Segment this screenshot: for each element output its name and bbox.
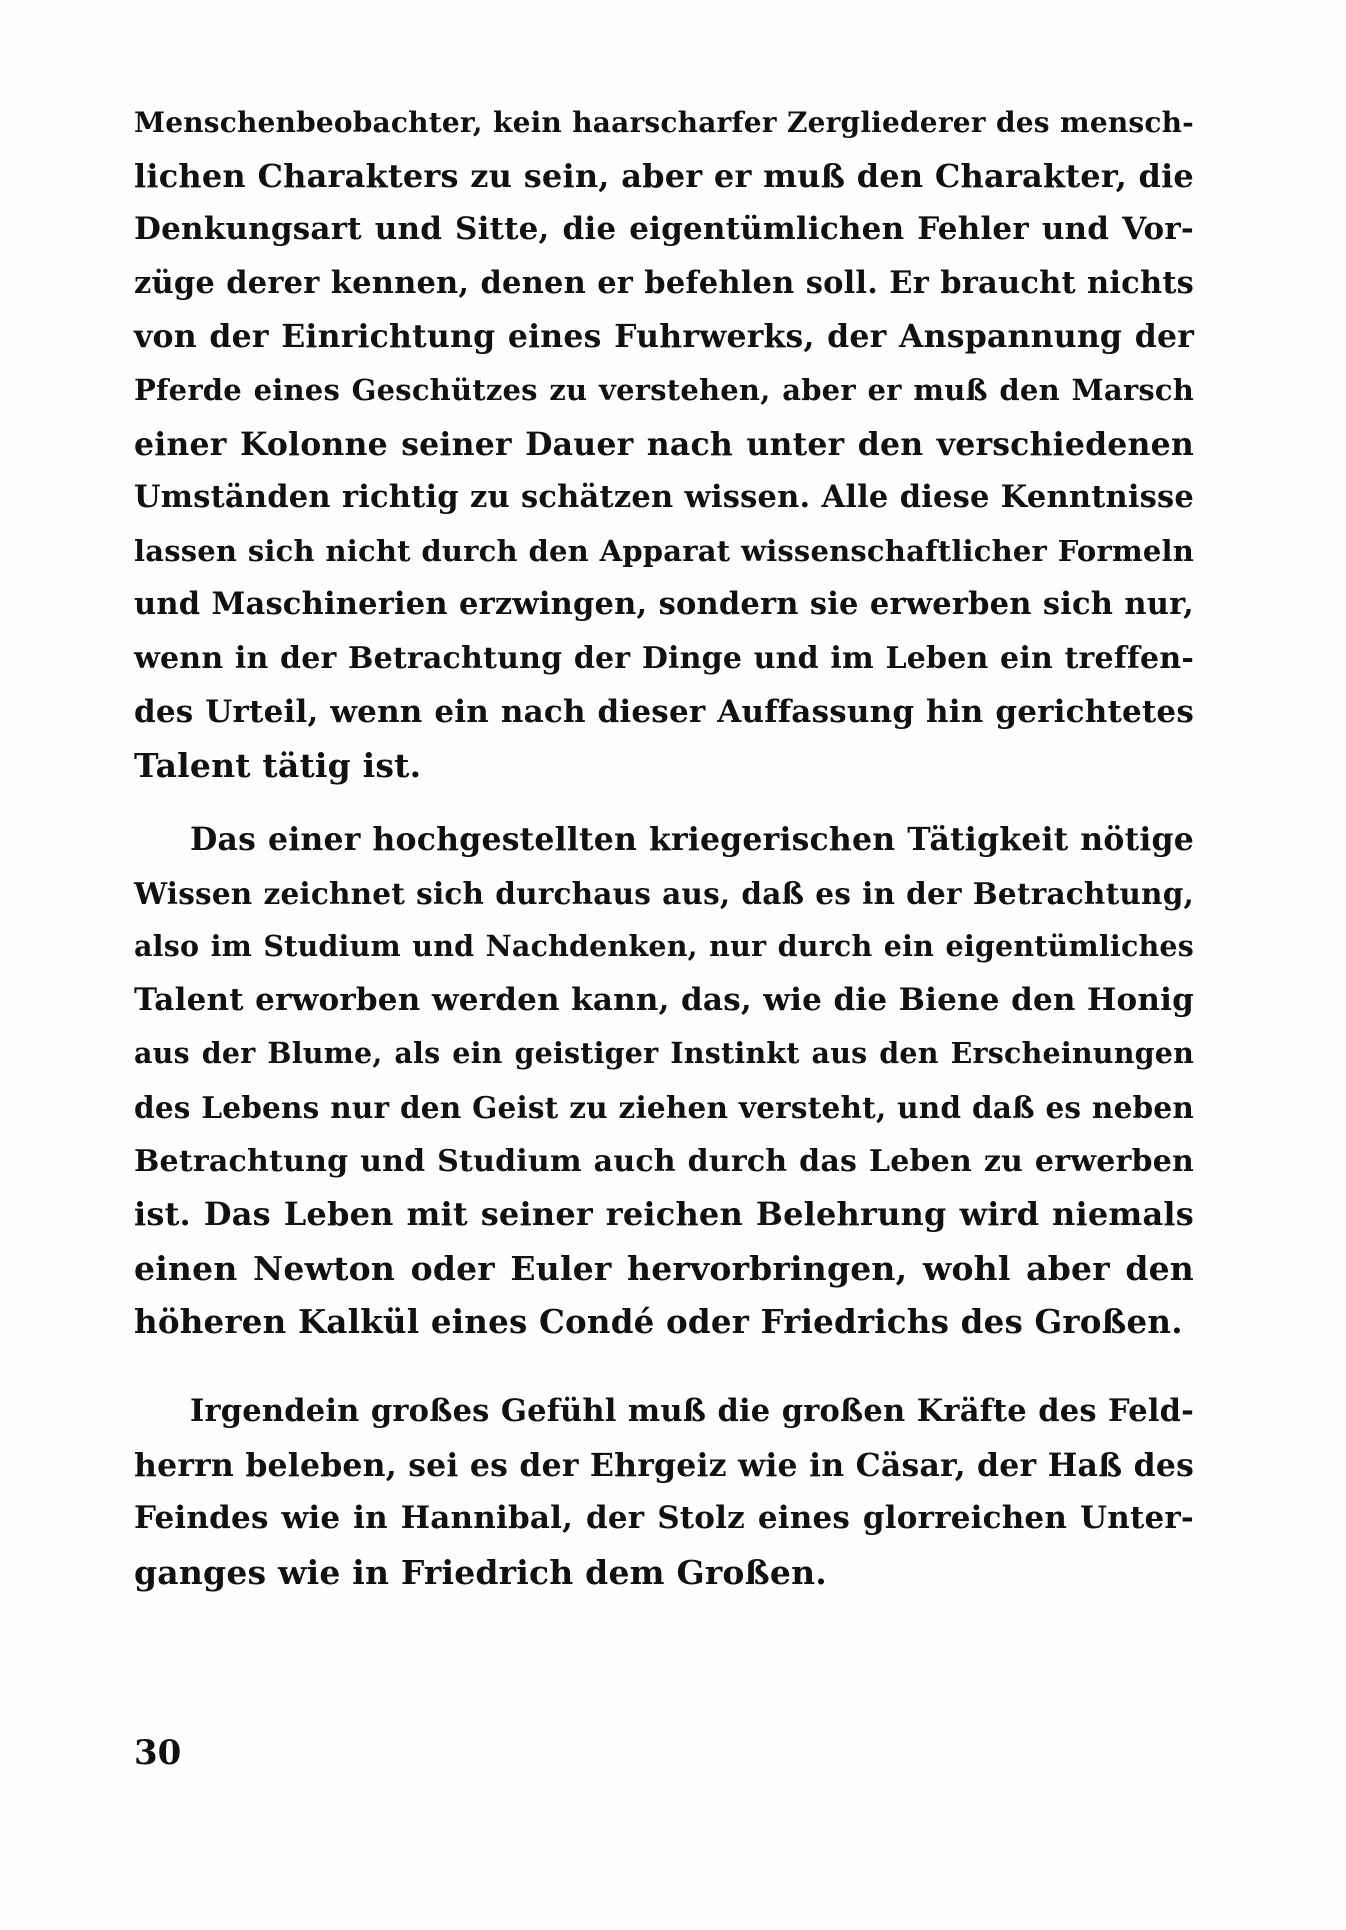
text-line: Menschenbeobachter, kein haarscharfer Zergliederer des mensch- bbox=[134, 106, 1194, 139]
text-line-last: höheren Kalkül eines Condé oder Friedrichs des Großen. bbox=[134, 1302, 1183, 1342]
text-line-last: ganges wie in Friedrich dem Großen. bbox=[134, 1552, 827, 1592]
paragraph-1 bbox=[134, 96, 1194, 793]
text-line: des Urteil, wenn ein nach dieser Auffassung hin gerichtetes bbox=[134, 693, 1194, 730]
text-line: Betrachtung und Studium auch durch das Leben zu erwerben bbox=[134, 1143, 1194, 1179]
paragraph-2 bbox=[134, 813, 1194, 1349]
text-line: Denkungsart und Sitte, die eigentümlichen Fehler und Vor- bbox=[134, 211, 1194, 248]
text-line: lassen sich nicht durch den Apparat wissenschaftlicher Formeln bbox=[134, 533, 1194, 568]
text-line: Feindes wie in Hannibal, der Stolz eines glorreichen Unter- bbox=[134, 1500, 1194, 1537]
text-line: einen Newton oder Euler hervorbringen, wohl aber den bbox=[134, 1248, 1194, 1288]
text-line: und Maschinerien erzwingen, sondern sie erwerben sich nur, bbox=[134, 586, 1194, 623]
page-number: 30 bbox=[134, 1733, 182, 1773]
text-line-last: Talent tätig ist. bbox=[134, 746, 422, 786]
text-line: von der Einrichtung eines Fuhrwerks, der Anspannung der bbox=[134, 318, 1194, 356]
text-line: züge derer kennen, denen er befehlen soll. Er braucht nichts bbox=[134, 264, 1194, 301]
text-line: einer Kolonne seiner Dauer nach unter den verschiedenen bbox=[134, 425, 1194, 463]
text-line: Wissen zeichnet sich durchaus aus, daß es in der Betrachtung, bbox=[134, 875, 1194, 911]
text-line: Umständen richtig zu schätzen wissen. Alle diese Kenntnisse bbox=[134, 479, 1194, 516]
text-line: wenn in der Betrachtung der Dinge und im Leben ein treffen- bbox=[134, 640, 1194, 676]
text-line: herrn beleben, sei es der Ehrgeiz wie in Cäsar, der Haß des bbox=[134, 1446, 1194, 1484]
text-line: Pferde eines Geschützes zu verstehen, aber er muß den Marsch bbox=[134, 372, 1194, 407]
text-line: des Lebens nur den Geist zu ziehen versteht, und daß es neben bbox=[134, 1089, 1194, 1125]
text-line-first: Das einer hochgestellten kriegerischen Tätigkeit nötige bbox=[190, 821, 1194, 858]
text-line: Talent erworben werden kann, das, wie die Biene den Honig bbox=[134, 981, 1194, 1018]
text-line: aus der Blume, als ein geistiger Instinkt aus den Erscheinungen bbox=[134, 1036, 1194, 1071]
text-line: lichen Charakters zu sein, aber er muß den Charakter, die bbox=[134, 156, 1194, 195]
text-line: ist. Das Leben mit seiner reichen Belehrung wird niemals bbox=[134, 1195, 1194, 1234]
text-line: also im Studium und Nachdenken, nur durch ein eigentümliches bbox=[134, 929, 1194, 964]
text-line-first: Irgendein großes Gefühl muß die großen Kräfte des Feld- bbox=[190, 1393, 1194, 1429]
paragraph-3 bbox=[134, 1385, 1194, 1599]
